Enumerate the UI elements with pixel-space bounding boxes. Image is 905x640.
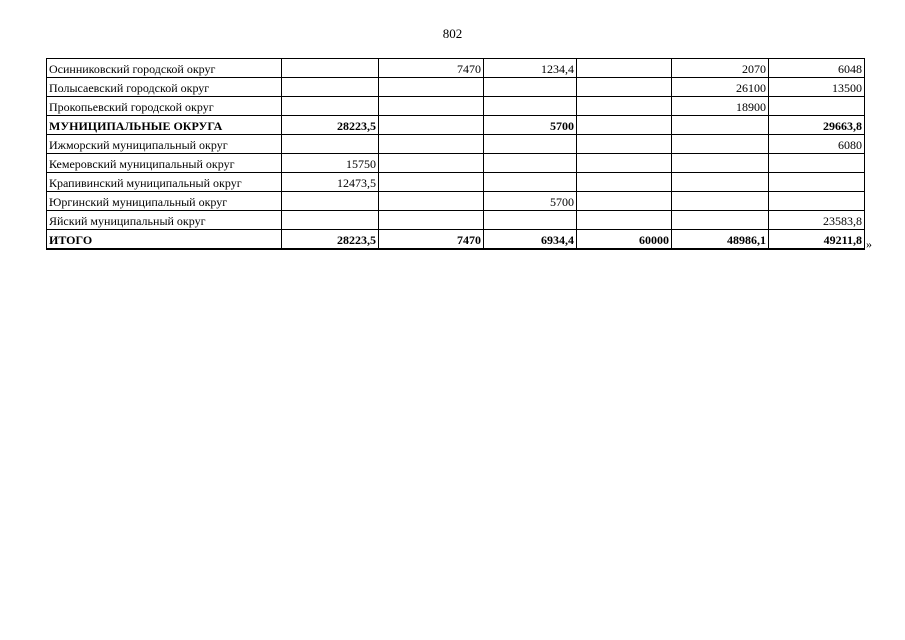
value-cell xyxy=(484,97,577,116)
value-cell: 6080 xyxy=(769,135,865,154)
value-cell xyxy=(282,97,379,116)
row-label: Прокопьевский городской округ xyxy=(47,97,282,116)
row-label: Осинниковский городской округ xyxy=(47,59,282,78)
value-cell xyxy=(672,135,769,154)
value-cell xyxy=(769,97,865,116)
value-cell xyxy=(672,154,769,173)
value-cell: 26100 xyxy=(672,78,769,97)
row-label: Яйский муниципальный округ xyxy=(47,211,282,230)
value-cell xyxy=(484,173,577,192)
value-cell xyxy=(282,59,379,78)
value-cell xyxy=(484,211,577,230)
value-cell xyxy=(577,173,672,192)
value-cell: 15750 xyxy=(282,154,379,173)
value-cell: 60000 xyxy=(577,230,672,250)
table-row xyxy=(47,78,865,97)
value-cell xyxy=(672,211,769,230)
value-cell: 18900 xyxy=(672,97,769,116)
value-cell: 5700 xyxy=(484,192,577,211)
table-row xyxy=(47,135,865,154)
value-cell xyxy=(577,192,672,211)
value-cell: 6048 xyxy=(769,59,865,78)
value-cell xyxy=(672,116,769,135)
value-cell: 28223,5 xyxy=(282,116,379,135)
table-body xyxy=(47,59,865,250)
value-cell xyxy=(769,192,865,211)
value-cell xyxy=(577,211,672,230)
value-cell xyxy=(379,154,484,173)
table-row xyxy=(47,173,865,192)
row-label: МУНИЦИПАЛЬНЫЕ ОКРУГА xyxy=(47,116,282,135)
value-cell: 6934,4 xyxy=(484,230,577,250)
value-cell xyxy=(672,192,769,211)
row-label: Ижморский муниципальный округ xyxy=(47,135,282,154)
value-cell xyxy=(379,135,484,154)
value-cell: 2070 xyxy=(672,59,769,78)
value-cell: 12473,5 xyxy=(282,173,379,192)
value-cell: 29663,8 xyxy=(769,116,865,135)
row-label: Крапивинский муниципальный округ xyxy=(47,173,282,192)
value-cell: 48986,1 xyxy=(672,230,769,250)
row-label: Кемеровский муниципальный округ xyxy=(47,154,282,173)
page-number: 802 xyxy=(442,26,463,41)
value-cell xyxy=(282,211,379,230)
table-row xyxy=(47,230,865,250)
row-label: Юргинский муниципальный округ xyxy=(47,192,282,211)
value-cell xyxy=(282,78,379,97)
value-cell xyxy=(769,173,865,192)
value-cell: 28223,5 xyxy=(282,230,379,250)
value-cell xyxy=(577,59,672,78)
table-row xyxy=(47,211,865,230)
value-cell xyxy=(282,135,379,154)
closing-quote-mark: » xyxy=(866,237,872,251)
table-row xyxy=(47,192,865,211)
value-cell: 5700 xyxy=(484,116,577,135)
value-cell xyxy=(379,97,484,116)
value-cell: 7470 xyxy=(379,59,484,78)
table-row xyxy=(47,97,865,116)
value-cell xyxy=(379,116,484,135)
value-cell xyxy=(484,154,577,173)
value-cell xyxy=(769,154,865,173)
value-cell xyxy=(379,192,484,211)
value-cell: 1234,4 xyxy=(484,59,577,78)
value-cell: 49211,8 xyxy=(769,230,865,250)
value-cell xyxy=(577,97,672,116)
table-row xyxy=(47,59,865,78)
value-cell xyxy=(379,78,484,97)
value-cell xyxy=(577,78,672,97)
row-label: Полысаевский городской округ xyxy=(47,78,282,97)
value-cell: 23583,8 xyxy=(769,211,865,230)
value-cell xyxy=(282,192,379,211)
value-cell: 13500 xyxy=(769,78,865,97)
row-label: ИТОГО xyxy=(47,230,282,250)
value-cell xyxy=(379,211,484,230)
value-cell xyxy=(672,173,769,192)
table-row xyxy=(47,154,865,173)
budget-table xyxy=(46,58,865,250)
value-cell xyxy=(577,154,672,173)
value-cell xyxy=(577,135,672,154)
value-cell xyxy=(484,78,577,97)
table-row xyxy=(47,116,865,135)
value-cell xyxy=(379,173,484,192)
value-cell: 7470 xyxy=(379,230,484,250)
value-cell xyxy=(577,116,672,135)
value-cell xyxy=(484,135,577,154)
